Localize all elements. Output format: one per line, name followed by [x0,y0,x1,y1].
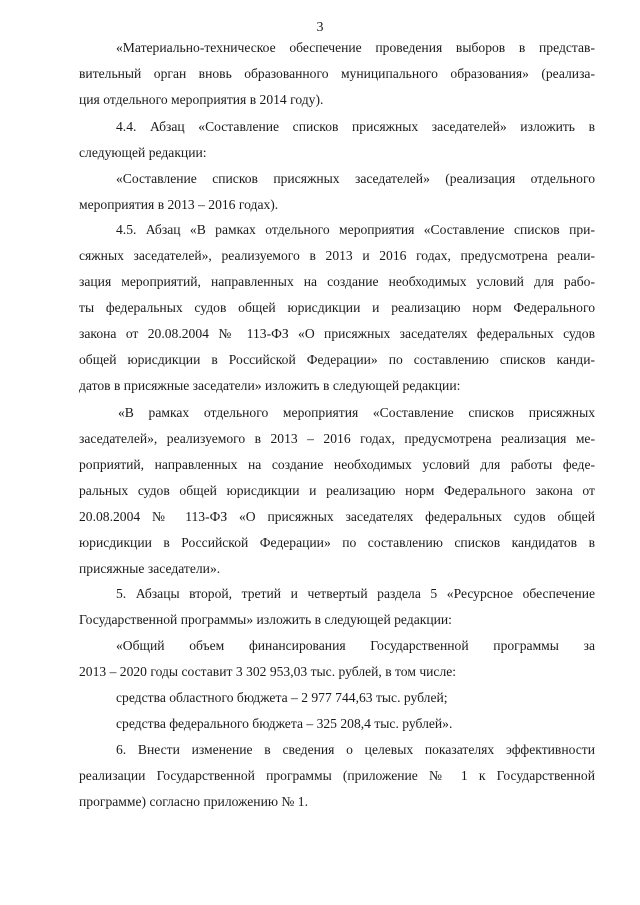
text-line: сяжных заседателей», реализуемого в 2013 и 2016 годах, предусмотрена реали- [79,248,595,263]
text-line: 4.4. Абзац «Составление списков присяжных заседателей» изложить в [116,119,595,134]
text-line: 6. Внести изменение в сведения о целевых показателях эффективности [116,742,595,757]
text-line: датов в присяжные заседатели» изложить в следующей редакции: [79,378,461,393]
text-line: «Материально-техническое обеспечение проведения выборов в представ- [116,40,595,55]
text-line: «Общий объем финансирования Государственной программы за [116,638,595,653]
text-line: 2013 – 2020 годы составит 3 302 953,03 тыс. рублей, в том числе: [79,664,457,679]
text-line: ральных судов общей юрисдикции и реализацию норм Федерального закона от [79,483,595,498]
text-line: реализации Государственной программы (приложение № 1 к Государственной [79,768,595,783]
text-line: зация мероприятий, направленных на создание необходимых условий для рабо- [79,274,595,289]
text-line: заседателей», реализуемого в 2013 – 2016 годах, предусмотрена реализация ме- [79,431,595,446]
text-line: мероприятия в 2013 – 2016 годах). [79,197,279,212]
text-line: роприятий, направленных на создание необходимых условий для работы феде- [79,457,595,472]
text-line: следующей редакции: [79,145,207,160]
text-line: ты федеральных судов общей юрисдикции и реализацию норм Федерального [79,300,595,315]
text-line: закона от 20.08.2004 № 113-ФЗ «О присяжных заседателях федеральных судов [79,326,595,341]
text-line: присяжные заседатели». [79,561,221,576]
page-number: 3 [316,20,324,35]
text-line: общей юрисдикции в Российской Федерации» по составлению списков канди- [79,352,595,367]
text-line: ция отдельного мероприятия в 2014 году). [79,92,324,107]
text-line: юрисдикции в Российской Федерации» по составлению списков кандидатов в [79,535,595,550]
text-line: Государственной программы» изложить в следующей редакции: [79,612,452,627]
text-line: средства федерального бюджета – 325 208,4 тыс. рублей». [116,716,453,731]
text-line: программе) согласно приложению № 1. [79,794,308,809]
text-line: средства областного бюджета – 2 977 744,63 тыс. рублей; [116,690,448,705]
text-line: 5. Абзацы второй, третий и четвертый раздела 5 «Ресурсное обеспечение [116,586,595,601]
text-line: вительный орган вновь образованного муниципального образования» (реализа- [79,66,595,81]
text-line: 20.08.2004 № 113-ФЗ «О присяжных заседателях федеральных судов общей [79,509,595,524]
text-line: 4.5. Абзац «В рамках отдельного мероприятия «Составление списков при- [116,222,595,237]
text-line: «В рамках отдельного мероприятия «Составление списков присяжных [118,405,595,420]
text-line: «Составление списков присяжных заседателей» (реализация отдельного [116,171,595,186]
